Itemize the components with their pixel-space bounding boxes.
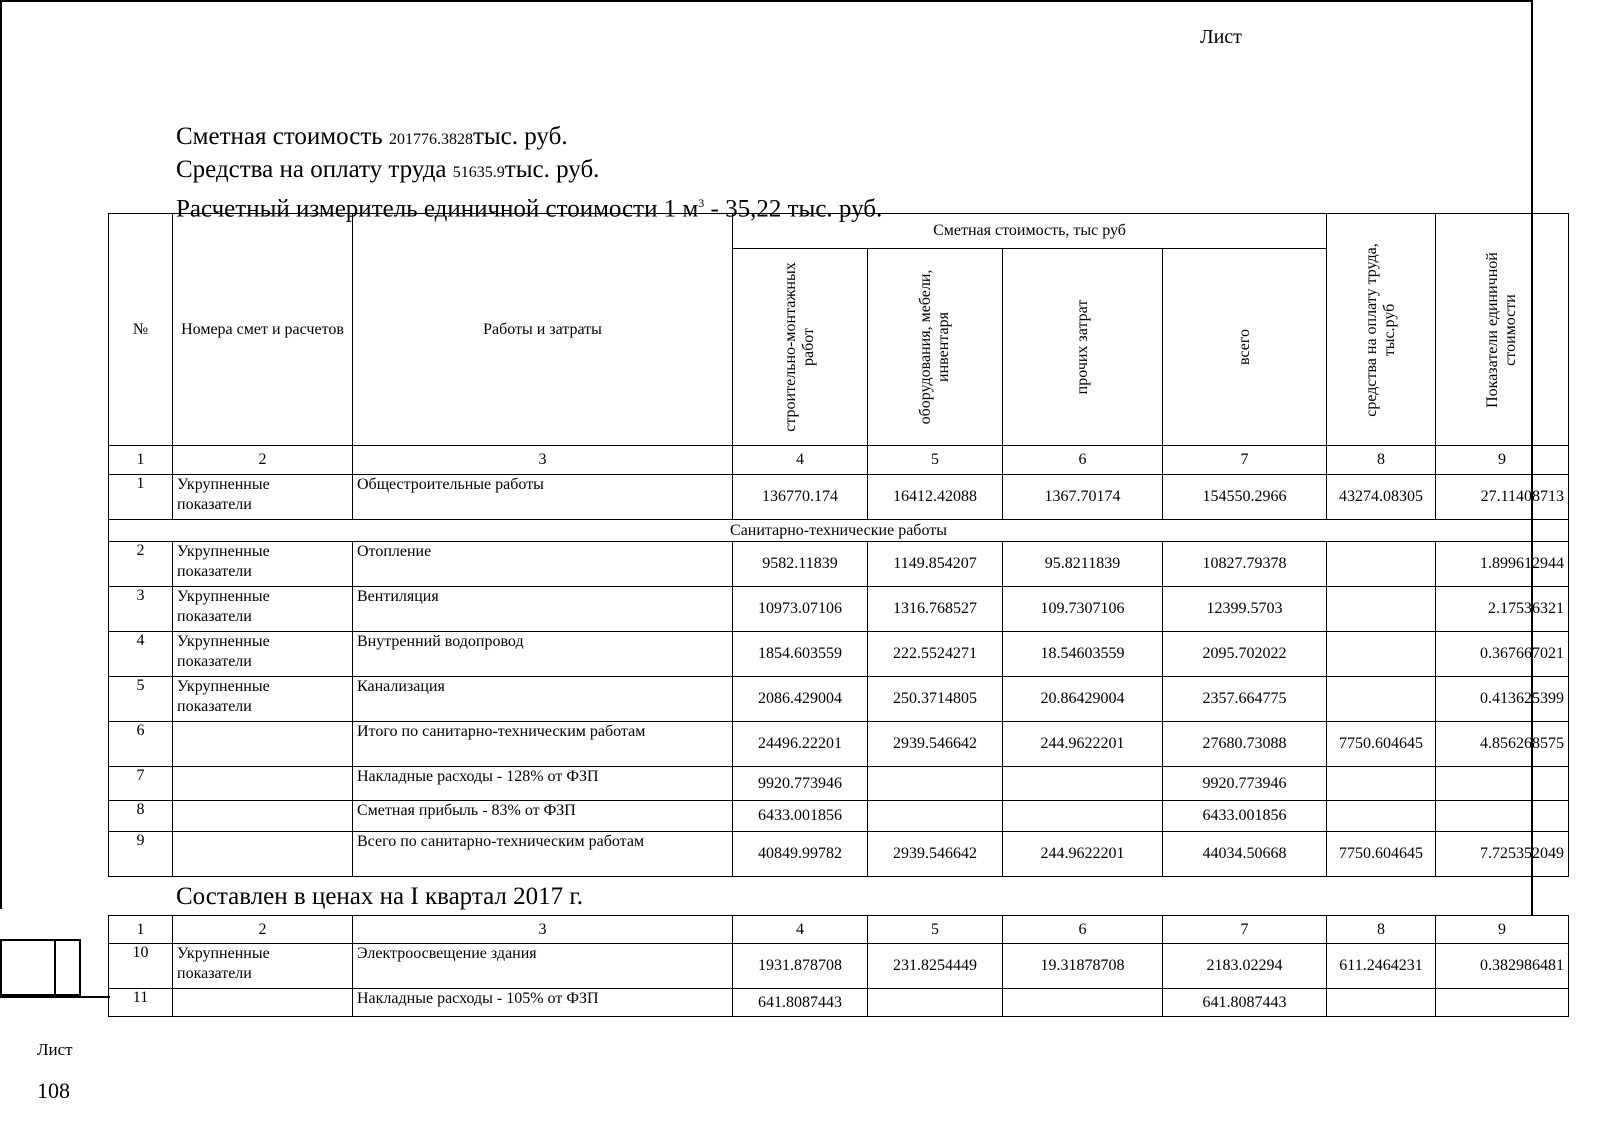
- row-estimate-source: [173, 801, 353, 832]
- row-unit-cost: 0.382986481: [1436, 944, 1569, 989]
- row-work-name: Накладные расходы - 105% от ФЗП: [353, 989, 733, 1017]
- row-other-cost: [1003, 989, 1163, 1017]
- row-equipment-cost: [868, 801, 1003, 832]
- table-row: [109, 989, 1569, 1017]
- section-title-sanitary: Санитарно-технические работы: [109, 520, 1569, 542]
- table-row: [109, 632, 1569, 677]
- row-number: 7: [109, 767, 173, 801]
- header-no: №: [109, 214, 173, 446]
- row-other-cost: 18.54603559: [1003, 632, 1163, 677]
- row-estimate-source: Укрупненные показатели: [173, 542, 353, 587]
- colnum-4: 4: [733, 916, 868, 944]
- row-estimate-source: Укрупненные показатели: [173, 677, 353, 722]
- row-number: 8: [109, 801, 173, 832]
- row-work-name: Вентиляция: [353, 587, 733, 632]
- row-construction-cost: 10973.07106: [733, 587, 868, 632]
- row-estimate-source: [173, 722, 353, 767]
- sheet-number: 108: [37, 1078, 70, 1103]
- row-construction-cost: 40849.99782: [733, 832, 868, 877]
- colnum-8: 8: [1327, 916, 1436, 944]
- row-work-name: Общестроительные работы: [353, 475, 733, 520]
- row-other-cost: [1003, 801, 1163, 832]
- section-row: [109, 520, 1569, 542]
- colnum-9: 9: [1436, 916, 1569, 944]
- row-estimate-source: [173, 989, 353, 1017]
- row-number: 4: [109, 632, 173, 677]
- colnum-5: 5: [868, 446, 1003, 475]
- row-equipment-cost: 2939.546642: [868, 722, 1003, 767]
- row-other-cost: 20.86429004: [1003, 677, 1163, 722]
- row-other-cost: 1367.70174: [1003, 475, 1163, 520]
- row-work-name: Канализация: [353, 677, 733, 722]
- row-total-cost: 44034.50668: [1163, 832, 1327, 877]
- row-work-name: Накладные расходы - 128% от ФЗП: [353, 767, 733, 801]
- header-construction: строительно-монтажных работ: [733, 249, 868, 446]
- row-equipment-cost: 1316.768527: [868, 587, 1003, 632]
- row-other-cost: 109.7307106: [1003, 587, 1163, 632]
- colnum-3: 3: [353, 446, 733, 475]
- row-unit-cost: 7.725352049: [1436, 832, 1569, 877]
- row-equipment-cost: 231.8254449: [868, 944, 1003, 989]
- row-construction-cost: 9582.11839: [733, 542, 868, 587]
- row-wages: [1327, 989, 1436, 1017]
- row-wages: [1327, 632, 1436, 677]
- table-row: [109, 944, 1569, 989]
- table-row: [109, 801, 1569, 832]
- header-estimates: Номера смет и расчетов: [173, 214, 353, 446]
- row-wages: [1327, 767, 1436, 801]
- row-number: 6: [109, 722, 173, 767]
- row-unit-cost: 27.11408713: [1436, 475, 1569, 520]
- row-number: 3: [109, 587, 173, 632]
- row-equipment-cost: 2939.546642: [868, 832, 1003, 877]
- frame-stub-right: [1531, 880, 1533, 915]
- row-unit-cost: 0.413625399: [1436, 677, 1569, 722]
- row-total-cost: 2183.02294: [1163, 944, 1327, 989]
- colnum-6: 6: [1003, 446, 1163, 475]
- row-number: 9: [109, 832, 173, 877]
- row-unit-cost: 4.856268575: [1436, 722, 1569, 767]
- row-equipment-cost: [868, 989, 1003, 1017]
- row-construction-cost: 1931.878708: [733, 944, 868, 989]
- row-total-cost: 2357.664775: [1163, 677, 1327, 722]
- row-wages: [1327, 677, 1436, 722]
- row-construction-cost: 2086.429004: [733, 677, 868, 722]
- row-estimate-source: Укрупненные показатели: [173, 944, 353, 989]
- row-equipment-cost: 250.3714805: [868, 677, 1003, 722]
- row-unit-cost: 1.899612944: [1436, 542, 1569, 587]
- row-other-cost: [1003, 767, 1163, 801]
- row-total-cost: 12399.5703: [1163, 587, 1327, 632]
- row-equipment-cost: [868, 767, 1003, 801]
- row-equipment-cost: 222.5524271: [868, 632, 1003, 677]
- colnum-2: 2: [173, 446, 353, 475]
- header-unit-cost: Показатели единичной стоимости: [1436, 214, 1569, 446]
- table-row: [109, 767, 1569, 801]
- row-work-name: Всего по санитарно-техническим работам: [353, 832, 733, 877]
- row-work-name: Электроосвещение здания: [353, 944, 733, 989]
- header-equipment: оборудования, мебели, инвентаря: [868, 249, 1003, 446]
- row-estimate-source: Укрупненные показатели: [173, 475, 353, 520]
- header-wages: средства на оплату труда, тыс.руб: [1327, 214, 1436, 446]
- table-row: [109, 587, 1569, 632]
- row-other-cost: 95.8211839: [1003, 542, 1163, 587]
- colnum-3: 3: [353, 916, 733, 944]
- row-unit-cost: [1436, 989, 1569, 1017]
- row-number: 5: [109, 677, 173, 722]
- colnum-9: 9: [1436, 446, 1569, 475]
- row-estimate-source: [173, 767, 353, 801]
- header-other: прочих затрат: [1003, 249, 1163, 446]
- row-wages: 7750.604645: [1327, 832, 1436, 877]
- title-block-stamp: [0, 939, 80, 996]
- row-work-name: Сметная прибыль - 83% от ФЗП: [353, 801, 733, 832]
- row-total-cost: 6433.001856: [1163, 801, 1327, 832]
- row-total-cost: 2095.702022: [1163, 632, 1327, 677]
- colnum-8: 8: [1327, 446, 1436, 475]
- row-wages: [1327, 587, 1436, 632]
- colnum-4: 4: [733, 446, 868, 475]
- row-unit-cost: [1436, 767, 1569, 801]
- row-unit-cost: 2.17536321: [1436, 587, 1569, 632]
- row-work-name: Итого по санитарно-техническим работам: [353, 722, 733, 767]
- row-total-cost: 9920.773946: [1163, 767, 1327, 801]
- row-total-cost: 641.8087443: [1163, 989, 1327, 1017]
- row-total-cost: 10827.79378: [1163, 542, 1327, 587]
- row-construction-cost: 24496.22201: [733, 722, 868, 767]
- row-total-cost: 27680.73088: [1163, 722, 1327, 767]
- row-equipment-cost: 1149.854207: [868, 542, 1003, 587]
- unit-cost-line: Расчетный измеритель единичной стоимости 1 $м^3 - 35,22$ тыс. руб.: [176, 195, 883, 223]
- table-row: [109, 542, 1569, 587]
- header-total: всего: [1163, 249, 1327, 446]
- table-row: [109, 722, 1569, 767]
- row-construction-cost: 136770.174: [733, 475, 868, 520]
- row-construction-cost: 641.8087443: [733, 989, 868, 1017]
- estimate-summary: [176, 122, 882, 224]
- row-wages: [1327, 801, 1436, 832]
- price-level-note: Составлен в ценах на I квартал 2017 г.: [176, 883, 584, 910]
- row-wages: 43274.08305: [1327, 475, 1436, 520]
- wages-line: Средства на оплату труда 51635.9тыс. руб.: [176, 156, 600, 183]
- row-number: 11: [109, 989, 173, 1017]
- row-unit-cost: [1436, 801, 1569, 832]
- row-other-cost: 244.9622201: [1003, 832, 1163, 877]
- row-number: 10: [109, 944, 173, 989]
- table-row: [109, 475, 1569, 520]
- row-wages: 611.2464231: [1327, 944, 1436, 989]
- row-estimate-source: Укрупненные показатели: [173, 632, 353, 677]
- row-estimate-source: Укрупненные показатели: [173, 587, 353, 632]
- colnum-2: 2: [173, 916, 353, 944]
- row-unit-cost: 0.367667021: [1436, 632, 1569, 677]
- estimate-table-continued: [108, 915, 1569, 1017]
- header-works: Работы и затраты: [353, 214, 733, 446]
- row-construction-cost: 9920.773946: [733, 767, 868, 801]
- row-estimate-source: [173, 832, 353, 877]
- row-equipment-cost: 16412.42088: [868, 475, 1003, 520]
- row-total-cost: 154550.2966: [1163, 475, 1327, 520]
- table-row: [109, 677, 1569, 722]
- colnum-6: 6: [1003, 916, 1163, 944]
- column-number-row: [109, 446, 1569, 475]
- column-number-row: [109, 916, 1569, 944]
- estimate-table: [108, 213, 1569, 877]
- row-number: 2: [109, 542, 173, 587]
- header-estimate-cost-group: Сметная стоимость, тыс руб: [733, 214, 1327, 249]
- colnum-1: 1: [109, 916, 173, 944]
- row-wages: [1327, 542, 1436, 587]
- colnum-7: 7: [1163, 446, 1327, 475]
- sheet-label-bottom: Лист: [37, 1040, 73, 1059]
- colnum-5: 5: [868, 916, 1003, 944]
- colnum-1: 1: [109, 446, 173, 475]
- row-construction-cost: 6433.001856: [733, 801, 868, 832]
- row-number: 1: [109, 475, 173, 520]
- table-row: [109, 832, 1569, 877]
- row-other-cost: 19.31878708: [1003, 944, 1163, 989]
- frame-stub-bottom: [0, 996, 110, 998]
- estimate-cost-line: Сметная стоимость 201776.3828тыс. руб.: [176, 123, 568, 150]
- row-construction-cost: 1854.603559: [733, 632, 868, 677]
- row-work-name: Внутренний водопровод: [353, 632, 733, 677]
- colnum-7: 7: [1163, 916, 1327, 944]
- row-other-cost: 244.9622201: [1003, 722, 1163, 767]
- row-wages: 7750.604645: [1327, 722, 1436, 767]
- row-work-name: Отопление: [353, 542, 733, 587]
- sheet-label-top: Лист: [1200, 26, 1242, 48]
